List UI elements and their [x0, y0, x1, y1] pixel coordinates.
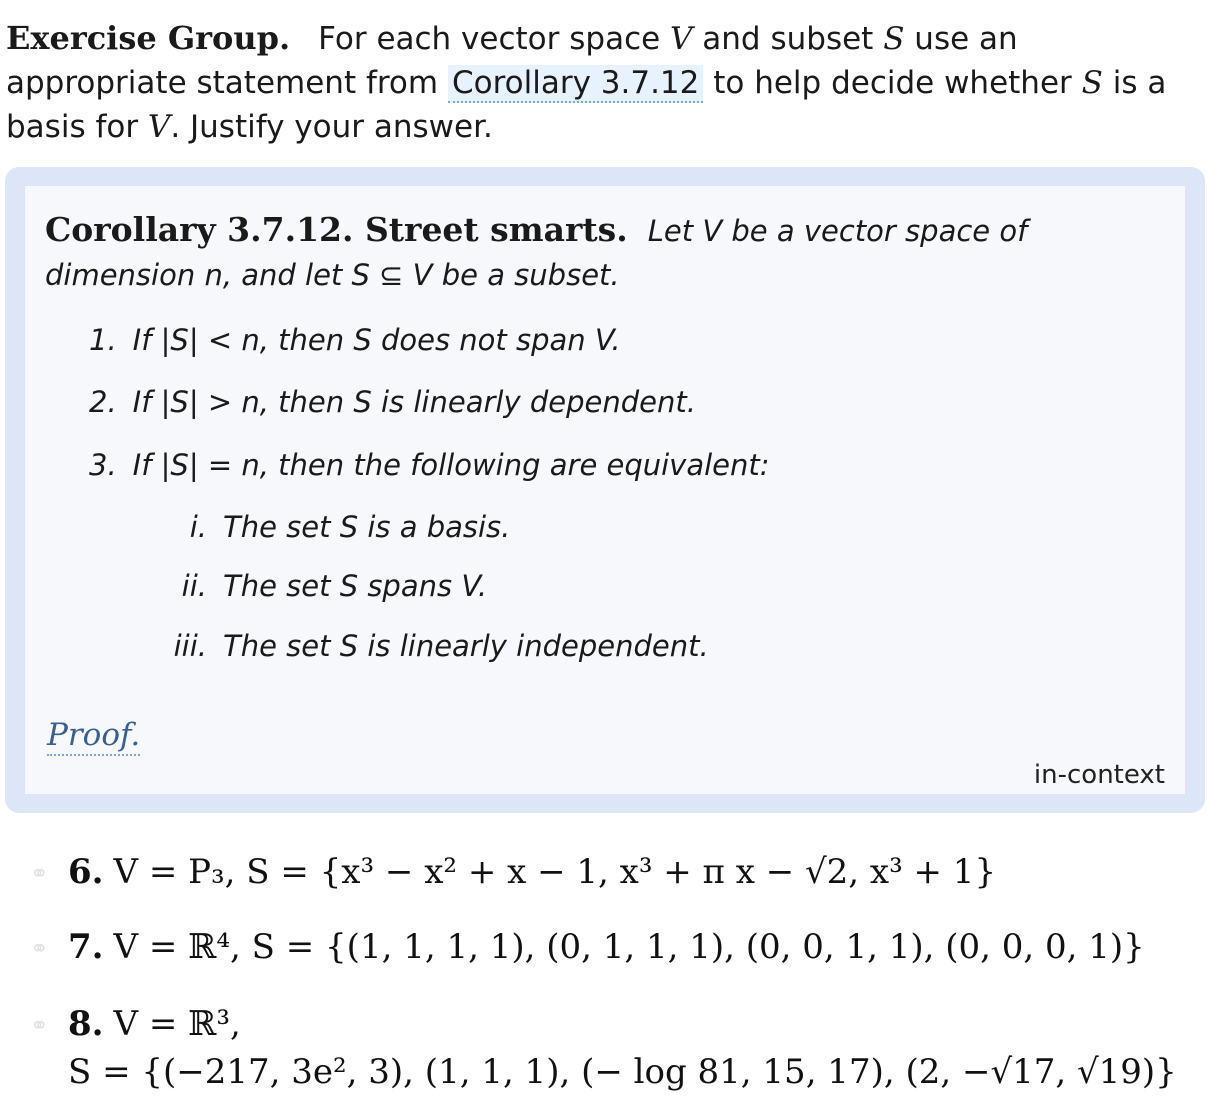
exercise-7	[30, 927, 1145, 967]
corollary-subitem-ii: ii. The set S spans V.	[181, 569, 488, 603]
exercise-6	[30, 852, 996, 892]
exercise-group-intro: Exercise Group. For each vector space V and subset S use an appropriate statement from Corollary 3.7.12 to help decide whether S is a basis for V. Justify your answer.	[6, 19, 1167, 145]
corollary-statement: Let V be a vector space of dimension n, and let S ⊆ V be a subset.	[45, 214, 1028, 292]
exercise-text: V = ℝ⁴, S = {(1, 1, 1, 1), (0, 1, 1, 1), (0, 0, 1, 1), (0, 0, 0, 1)}	[113, 927, 1145, 967]
exercise-number: 6.	[68, 852, 104, 892]
exercise-number: 7.	[68, 927, 104, 967]
corollary-item-1: 1. If |S| < n, then S does not span V.	[89, 323, 621, 357]
corollary-heading	[45, 208, 1175, 297]
link-icon[interactable]: ⚭	[30, 861, 49, 887]
corollary-knowl-content	[25, 186, 1185, 794]
corollary-subitem-iii: iii. The set S is linearly independent.	[173, 629, 709, 663]
link-icon[interactable]: ⚭	[30, 1013, 49, 1039]
exercise-text-line-1: V = ℝ³,	[113, 1004, 241, 1044]
link-icon[interactable]: ⚭	[30, 936, 49, 962]
corollary-title: Corollary 3.7.12. Street smarts.	[45, 210, 628, 249]
exercise-text-line-2: S = {(−217, 3e², 3), (1, 1, 1), (− log 81, 15, 17), (2, −√17, √19)}	[68, 1052, 1177, 1092]
in-context-link[interactable]: in-context	[1033, 760, 1165, 790]
corollary-subitem-i: i. The set S is a basis.	[189, 510, 511, 544]
exercise-number: 8.	[68, 1004, 104, 1044]
corollary-knowl	[5, 167, 1205, 813]
corollary-item-3: 3. If |S| = n, then the following are equivalent:	[89, 448, 770, 482]
exercise-text: V = P₃, S = {x³ − x² + x − 1, x³ + π x − √2, x³ + 1}	[113, 852, 997, 892]
corollary-xref-link[interactable]: Corollary 3.7.12	[448, 65, 703, 103]
exercise-group-heading: Exercise Group.	[6, 19, 291, 57]
proof-toggle[interactable]: Proof.	[47, 716, 140, 756]
corollary-item-2: 2. If |S| > n, then S is linearly dependent.	[89, 385, 696, 419]
exercise-8-set	[68, 1052, 1177, 1092]
exercise-8	[30, 1004, 241, 1044]
